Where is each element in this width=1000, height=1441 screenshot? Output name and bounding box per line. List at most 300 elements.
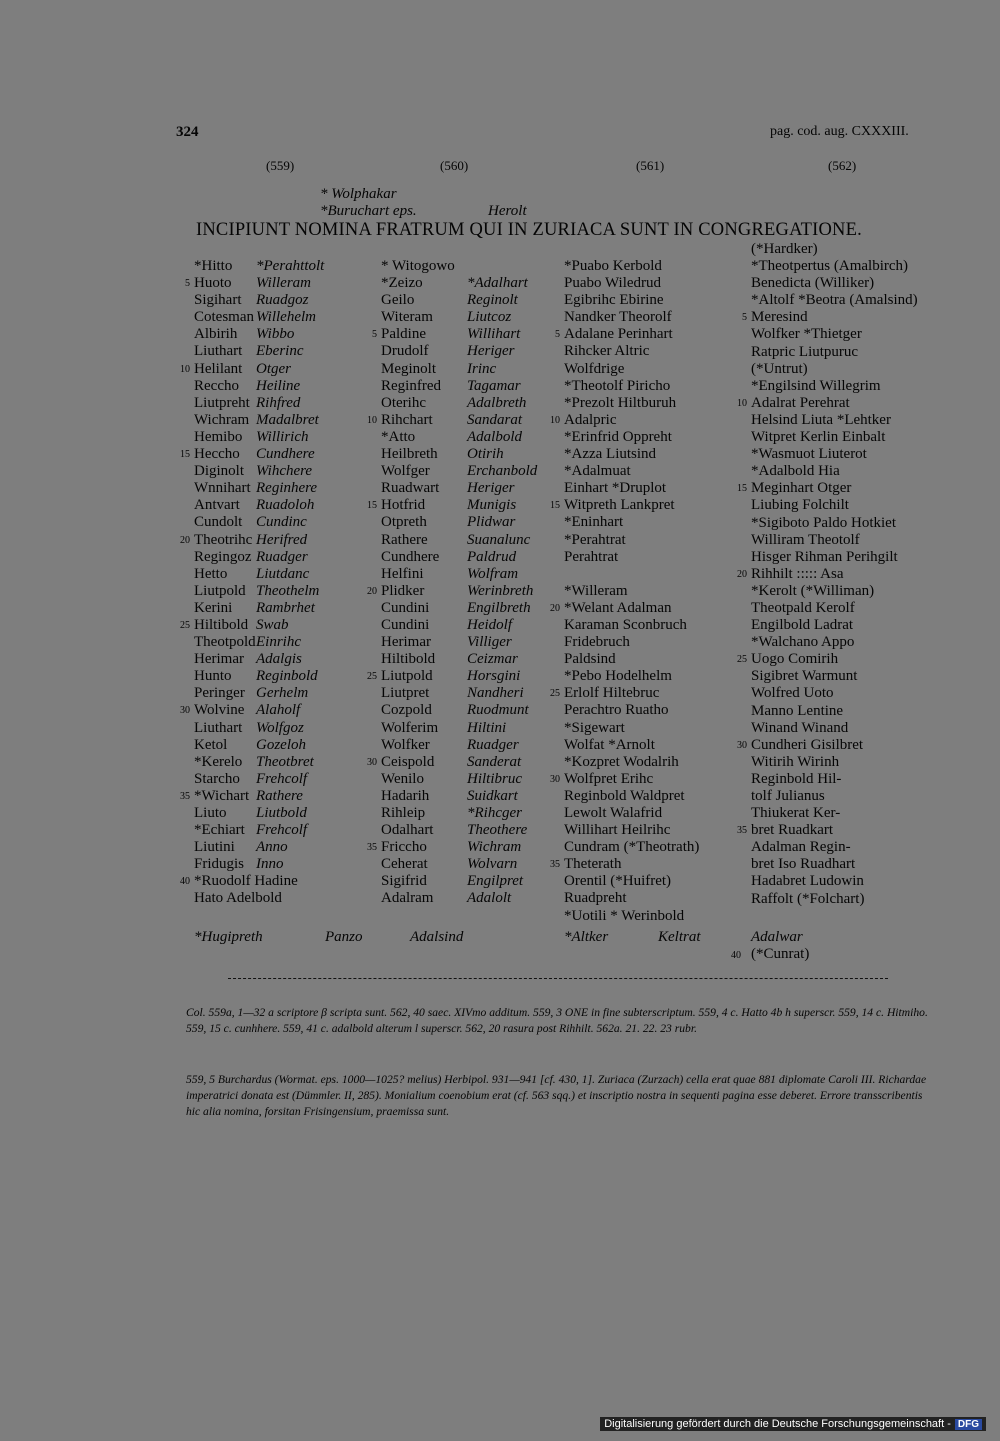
- name-entry: Adalpric: [564, 411, 617, 428]
- list-item: [751, 326, 941, 343]
- line-number: 30: [180, 705, 190, 717]
- name-entry: Antvart: [194, 497, 240, 514]
- name-entry: Wolfdrige: [564, 360, 625, 377]
- list-item: [381, 566, 557, 583]
- name-entry: Helsind Liuta *Lehtker: [751, 411, 891, 428]
- name-entry: *Perahtrat: [564, 531, 626, 548]
- name-entry-italic: Rathere: [256, 787, 303, 804]
- name-entry: (*Hardker): [751, 241, 818, 257]
- name-entry: Liutpold: [381, 668, 433, 685]
- name-entry: *Prezolt Hiltburuh: [564, 394, 677, 411]
- name-entry-italic: Gerhelm: [256, 685, 309, 702]
- page-number: 324: [176, 124, 199, 140]
- name-entry-italic: *Perahttolt: [256, 258, 325, 274]
- name-entry: Theotpald Kerolf: [751, 599, 855, 616]
- name-entry-italic: Nandheri: [467, 685, 524, 702]
- name-entry: Heilbreth: [381, 446, 438, 463]
- name-entry: Paldsind: [564, 651, 616, 668]
- list-item: [180, 616, 366, 634]
- name-entry: *Eninhart: [564, 514, 624, 531]
- list-item: [194, 309, 366, 326]
- name-entry-italic: Engilpret: [467, 873, 524, 890]
- name-entry-italic: Wibbo: [256, 326, 295, 343]
- list-item: [367, 668, 557, 685]
- list-item: [737, 565, 941, 583]
- name-entry: Liuto: [194, 805, 227, 821]
- name-entry: Cundram (*Theotrath): [564, 839, 700, 856]
- list-item: [751, 754, 941, 771]
- name-entry-italic: Madalbret: [256, 411, 319, 428]
- list-item: [194, 343, 366, 360]
- name-entry-italic: Reginbold: [256, 668, 318, 685]
- name-entry-italic: Cundinc: [256, 514, 307, 531]
- name-entry-italic: Heidolf: [467, 616, 512, 633]
- name-entry: Theotpold: [194, 634, 256, 651]
- name-entry: Theotrihc: [194, 531, 253, 548]
- name-entry: Hadabret Ludowin: [751, 873, 864, 890]
- list-item: [751, 685, 941, 702]
- list-item: [381, 634, 557, 651]
- name-entry-italic: Frehcolf: [256, 770, 308, 787]
- name-entry-italic: Alaholf: [256, 702, 301, 719]
- name-entry-italic: Ruodmunt: [467, 702, 529, 719]
- name-entry: Ruadpreht: [564, 890, 627, 907]
- list-item: [751, 446, 941, 463]
- name-entry-italic: Heriger: [467, 343, 515, 360]
- name-entry: Sigifrid: [381, 873, 427, 890]
- list-item: [194, 566, 366, 583]
- name-entry-italic: Engilbreth: [467, 599, 531, 616]
- name-entry: Wolfger: [381, 463, 430, 480]
- name-entry: Fridugis: [194, 856, 245, 873]
- list-item: [751, 856, 941, 873]
- list-item: [381, 361, 557, 378]
- name-entry: Geilo: [381, 292, 415, 309]
- name-entry: Adalram: [381, 890, 434, 907]
- list-item: [751, 771, 941, 788]
- line-number: 10: [737, 397, 747, 409]
- name-entry-italic: Adalbold: [467, 428, 522, 445]
- name-entry: Adalman Regin-: [751, 839, 851, 856]
- name-entry: Herimar: [194, 651, 244, 668]
- name-entry-italic: Heriger: [467, 480, 515, 497]
- name-entry: Hemibo: [194, 428, 243, 445]
- name-entry-italic: Adalgis: [256, 651, 302, 668]
- name-entry: Williram Theotolf: [751, 531, 860, 548]
- list-item: [367, 497, 557, 514]
- name-entry: Cotesman: [194, 309, 254, 326]
- name-entry-italic: Suanalunc: [467, 531, 531, 548]
- list-item: [381, 890, 557, 907]
- name-entry: Hiltibold: [194, 616, 249, 633]
- name-entry: Rihchart: [381, 411, 433, 428]
- name-entry: Hisger Rihman Perihgilt: [751, 548, 898, 565]
- name-entry-italic: *Rihcger: [467, 805, 522, 821]
- bottom-name-561b: Keltrat: [658, 929, 701, 945]
- name-entry-italic: Theotbret: [256, 753, 314, 770]
- list-item: [564, 429, 744, 446]
- list-item: [381, 856, 557, 873]
- list-item: [381, 873, 557, 890]
- list-item: [194, 497, 366, 514]
- name-entry-italic: Liutdanc: [256, 565, 310, 582]
- name-entry: Wichram: [194, 411, 250, 428]
- name-entry: Wolfpret Erihc: [564, 770, 654, 787]
- list-item: [381, 822, 557, 839]
- name-entry: *Wichart: [194, 787, 250, 804]
- name-entry-italic: Wihchere: [256, 463, 313, 480]
- name-entry: Meginolt: [381, 360, 436, 377]
- name-entry-italic: Ruadger: [256, 548, 308, 565]
- name-entry-italic: Heiline: [256, 377, 301, 394]
- name-entry: Manno Lentine: [751, 702, 844, 719]
- name-entry: *Kerolt (*Williman): [751, 582, 875, 599]
- name-entry-italic: Theothere: [467, 822, 528, 839]
- name-entry: Witpreth Lankpret: [564, 497, 675, 514]
- name-entry: *Altolf *Beotra (Amalsind): [751, 292, 918, 309]
- name-entry: Perahtrat: [564, 548, 619, 565]
- list-item: [381, 702, 557, 719]
- name-entry: Liutpret: [381, 685, 430, 702]
- list-item: [381, 805, 557, 822]
- list-item: [751, 463, 941, 480]
- column-559: [180, 258, 366, 908]
- list-item: [194, 463, 366, 480]
- name-entry: Fridebruch: [564, 634, 630, 651]
- list-item: [381, 788, 557, 805]
- list-item: [367, 411, 557, 429]
- list-item: [194, 480, 366, 497]
- name-entry: Witeram: [381, 309, 433, 326]
- name-entry: (*Untrut): [751, 360, 808, 377]
- name-entry: *Uotili * Werinbold: [564, 907, 685, 924]
- list-item: [367, 753, 557, 771]
- list-item: [194, 258, 366, 275]
- name-entry: Ketol: [194, 736, 228, 753]
- name-entry: Wolferim: [381, 719, 439, 736]
- list-item: [564, 702, 744, 719]
- line-number: 15: [180, 449, 190, 461]
- list-item: [564, 361, 744, 378]
- list-item: [550, 770, 744, 788]
- page-reference: pag. cod. aug. CXXXIII.: [770, 124, 909, 139]
- name-entry-italic: Willehelm: [256, 309, 316, 326]
- list-item: [564, 446, 744, 463]
- name-entry-italic: *Adalhart: [467, 275, 528, 292]
- list-item: [564, 480, 744, 497]
- name-entry: Rathere: [381, 531, 428, 548]
- name-entry: Winand Winand: [751, 719, 849, 736]
- name-entry: *Kerelo: [194, 753, 243, 770]
- bottom-name-559b: Panzo: [325, 929, 363, 945]
- name-entry-italic: Inno: [256, 856, 284, 873]
- name-entry: Cundheri Gisilbret: [751, 736, 864, 753]
- name-entry: Cozpold: [381, 702, 432, 719]
- line-number: 20: [737, 568, 747, 580]
- list-item: [564, 378, 744, 395]
- list-item: [381, 463, 557, 480]
- list-item: [564, 343, 744, 360]
- list-item: [185, 275, 366, 292]
- name-entry: * Witogowo: [381, 258, 455, 274]
- list-item: [194, 549, 366, 566]
- list-item: [751, 497, 941, 514]
- list-item: [381, 532, 557, 549]
- line-number: 25: [367, 671, 377, 683]
- name-entry-italic: Sandarat: [467, 411, 523, 428]
- line-number: 10: [367, 414, 377, 426]
- column-561: [550, 258, 744, 925]
- list-item: [381, 480, 557, 497]
- list-item: [381, 514, 557, 531]
- bottom-name-562-last: (*Cunrat): [751, 946, 810, 962]
- name-entry: Wnnihart: [194, 480, 251, 497]
- name-entry-italic: Werinbreth: [467, 582, 534, 599]
- name-entry: Ceherat: [381, 856, 428, 873]
- name-entry-italic: Liutbold: [256, 805, 307, 821]
- line-number: 15: [367, 500, 377, 512]
- name-entry-italic: Plidwar: [467, 514, 516, 531]
- name-entry: *Kozpret Wodalrih: [564, 753, 679, 770]
- name-entry: Reginbold Hil-: [751, 770, 842, 787]
- name-entry: Benedicta (Williker): [751, 275, 875, 292]
- list-item: [751, 805, 941, 822]
- footnote-rule: [228, 978, 888, 979]
- name-entry: Adalrat Perehrat: [751, 394, 850, 411]
- line-number: 15: [550, 500, 560, 512]
- name-entry: Wenilo: [381, 770, 424, 787]
- name-entry-italic: Swab: [256, 616, 289, 633]
- list-item: [381, 343, 557, 360]
- name-entry: Perachtro Ruatho: [564, 702, 669, 719]
- name-entry: Cundolt: [194, 514, 243, 531]
- line-number: 35: [180, 790, 190, 802]
- name-entry: tolf Julianus: [751, 788, 825, 804]
- name-entry: Sigibret Warmunt: [751, 668, 858, 685]
- list-item: [381, 771, 557, 788]
- line-number: 30: [367, 756, 377, 768]
- name-entry: Ruadwart: [381, 480, 440, 497]
- name-entry-italic: Cundhere: [256, 446, 315, 463]
- name-entry: Witirih Wirinh: [751, 753, 840, 770]
- list-item: [564, 873, 744, 890]
- list-item: [381, 292, 557, 309]
- list-item: [564, 395, 744, 412]
- list-item: [737, 480, 941, 497]
- name-entry: Thiukerat Ker-: [751, 805, 841, 822]
- line-number: 10: [550, 414, 560, 426]
- list-item: [194, 583, 366, 600]
- name-entry-italic: Herifred: [256, 531, 308, 548]
- list-item: [381, 446, 557, 463]
- name-entry: Engilbold Ladrat: [751, 617, 854, 634]
- list-item: [381, 395, 557, 412]
- name-entry: *Atto: [381, 428, 416, 445]
- line-number: 20: [180, 534, 190, 546]
- name-entry: *Ruodolf Hadine: [194, 873, 298, 890]
- list-item: [180, 873, 366, 890]
- list-item: [367, 582, 557, 600]
- name-entry: Reginfred: [381, 377, 441, 394]
- list-item: [564, 309, 744, 326]
- list-item: [751, 788, 941, 805]
- list-item: [180, 702, 366, 719]
- credit-text: Digitalisierung gefördert durch die Deutsche Forschungsgemeinschaft -: [604, 1418, 951, 1430]
- line-number: 25: [180, 619, 190, 631]
- list-item: [751, 668, 941, 685]
- name-entry: Huoto: [194, 275, 232, 292]
- name-entry-italic: Wolfgoz: [256, 719, 304, 736]
- list-item: [381, 737, 557, 754]
- list-item: [180, 787, 366, 805]
- name-entry-italic: Gozeloh: [256, 736, 306, 753]
- line-number: 25: [737, 654, 747, 666]
- name-entry: Paldine: [381, 326, 426, 343]
- list-item: [194, 737, 366, 754]
- name-entry: *Willeram: [564, 582, 628, 599]
- digitization-credit: [600, 1417, 986, 1431]
- column-560: [367, 258, 557, 908]
- list-item: [367, 839, 557, 856]
- name-entry: Wolfker: [381, 736, 430, 753]
- list-item: [381, 258, 557, 275]
- name-entry: bret Iso Ruadhart: [751, 856, 856, 873]
- list-item: [564, 788, 744, 805]
- list-item: [751, 344, 941, 361]
- line-number: 5: [372, 329, 377, 341]
- bottom-name-559: *Hugipreth: [194, 929, 263, 945]
- name-entry: Cundini: [381, 616, 430, 633]
- name-entry: Reccho: [194, 377, 239, 394]
- name-entry: *Sigewart: [564, 719, 625, 736]
- name-entry: Puabo Wiledrud: [564, 275, 662, 292]
- line-number: 5: [185, 278, 190, 290]
- list-item: [751, 275, 941, 292]
- list-item: [751, 703, 941, 720]
- list-item: [194, 720, 366, 737]
- name-entry: *Echiart: [194, 822, 245, 839]
- line-number: 20: [550, 602, 560, 614]
- list-item: [564, 583, 744, 600]
- list-item: [751, 617, 941, 634]
- list-item: [194, 634, 366, 651]
- list-item: [381, 617, 557, 634]
- name-entry: Nandker Theorolf: [564, 309, 672, 326]
- name-entry: Otpreth: [381, 514, 427, 531]
- list-item: [742, 309, 941, 326]
- name-entry: Ceispold: [381, 753, 435, 770]
- list-item: [381, 720, 557, 737]
- name-entry-italic: Suidkart: [467, 787, 518, 804]
- list-item: [751, 258, 941, 275]
- list-item: [564, 668, 744, 685]
- list-item: [751, 292, 941, 309]
- name-entry: Theterath: [564, 856, 622, 873]
- list-item: [564, 258, 744, 275]
- list-item: [751, 241, 941, 258]
- list-item: [564, 805, 744, 822]
- name-entry: Meginhart Otger: [751, 480, 852, 497]
- list-item: [194, 395, 366, 412]
- top-name-3: Herolt: [488, 203, 527, 219]
- list-item: [751, 361, 941, 378]
- name-entry: Rihhilt ::::: Asa: [751, 565, 844, 582]
- column-number-562: (562): [828, 158, 857, 173]
- name-entry: Liutpreht: [194, 394, 250, 411]
- list-item: [180, 446, 366, 463]
- name-entry: Erlolf Hiltebruc: [564, 685, 660, 702]
- name-entry: Starcho: [194, 770, 240, 787]
- name-entry-italic: Willeram: [256, 275, 311, 292]
- bottom-name-562: Adalwar: [751, 929, 803, 945]
- list-item: [751, 634, 941, 651]
- name-entry: Liuthart: [194, 343, 243, 360]
- name-entry: *Welant Adalman: [564, 599, 672, 616]
- name-entry-italic: Otger: [256, 360, 291, 377]
- name-entry: *Adalmuat: [564, 463, 631, 480]
- line-number: 5: [555, 329, 560, 341]
- line-number: 30: [737, 739, 747, 751]
- name-entry: Adalane Perinhart: [564, 326, 673, 343]
- list-item: [737, 651, 941, 668]
- name-entry: Hiltibold: [381, 651, 436, 668]
- name-entry: Cundhere: [381, 548, 440, 565]
- list-item: [751, 412, 941, 429]
- name-entry: *Adalbold Hia: [751, 463, 840, 480]
- list-item: [180, 360, 366, 378]
- top-name-2: *Buruchart eps.: [320, 203, 417, 219]
- name-entry: *Theotolf Piricho: [564, 377, 671, 394]
- name-entry-italic: Theothelm: [256, 582, 320, 599]
- list-item: [564, 822, 744, 839]
- list-item: [194, 805, 366, 822]
- list-item: [194, 514, 366, 531]
- name-entry-italic: Hiltini: [467, 719, 507, 736]
- list-item: [751, 839, 941, 856]
- name-entry-italic: Frehcolf: [256, 822, 308, 839]
- name-entry: Witpret Kerlin Einbalt: [751, 429, 886, 446]
- name-entry: Wolvine: [194, 702, 245, 719]
- list-item: [751, 600, 941, 617]
- line-number: 35: [550, 859, 560, 871]
- list-item: [194, 600, 366, 617]
- name-entry-italic: Irinc: [467, 360, 497, 377]
- name-entry: Hunto: [194, 668, 232, 685]
- list-item: [737, 736, 941, 754]
- list-item: [194, 326, 366, 343]
- name-entry-italic: Wolvarn: [467, 856, 518, 873]
- name-entry: Wolfat *Arnolt: [564, 736, 655, 753]
- list-item: [381, 378, 557, 395]
- list-item: [555, 326, 744, 343]
- list-item: [751, 873, 941, 890]
- name-entry-italic: Adalbreth: [467, 394, 527, 411]
- line-number: 20: [367, 585, 377, 597]
- name-entry: Hadarih: [381, 787, 430, 804]
- name-entry: Sigihart: [194, 292, 242, 309]
- name-entry: Orentil (*Huifret): [564, 873, 672, 890]
- name-entry: Liutpold: [194, 582, 246, 599]
- name-entry: Regingoz: [194, 548, 252, 565]
- line-number: 5: [742, 312, 747, 324]
- list-item: [751, 378, 941, 395]
- name-entry: Wolfker *Thietger: [751, 326, 862, 343]
- line-number-40: 40: [731, 950, 741, 961]
- name-entry: Hotfrid: [381, 497, 426, 514]
- name-entry: *Hitto: [194, 258, 233, 274]
- line-number: 35: [737, 825, 747, 837]
- name-entry-italic: Adalolt: [467, 890, 512, 907]
